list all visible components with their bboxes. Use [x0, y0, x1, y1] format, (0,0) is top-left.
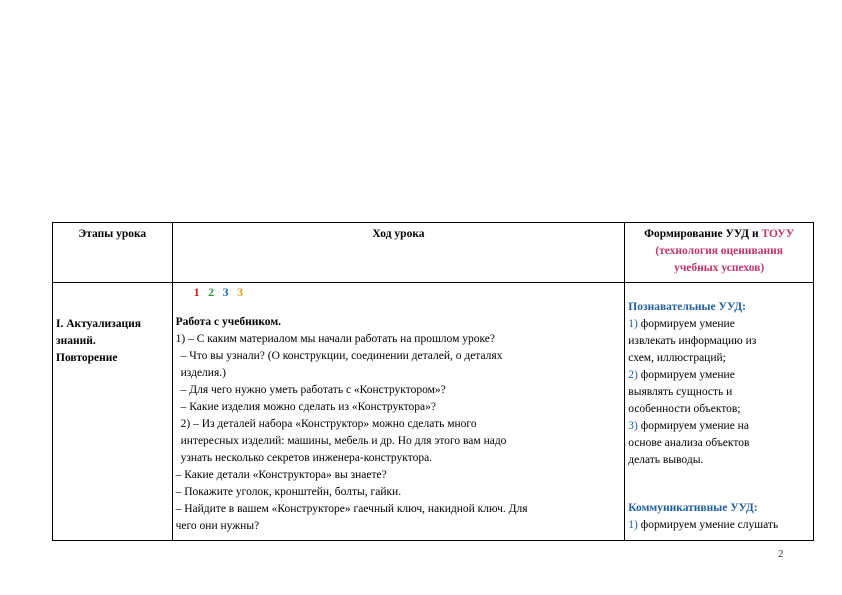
cognitive-item-3: 3) формируем умение на: [628, 420, 749, 432]
lesson-line: узнать несколько секретов инженера-конструктора.: [180, 452, 433, 464]
header-uud-line2: (технология оценивания: [655, 245, 783, 257]
lesson-line: интересных изделий: машины, мебель и др. Но для этого вам надо: [180, 435, 507, 447]
lesson-line: изделия.): [180, 367, 226, 379]
lesson-line: – Покажите уголок, кронштейн, болты, гайки.: [175, 486, 402, 498]
success-steps: [176, 284, 622, 301]
table-header-row: [53, 223, 814, 283]
lesson-line: – Найдите в вашем «Конструкторе» гаечный ключ, накидной ключ. Для: [175, 503, 528, 515]
lesson-line: – Для чего нужно уметь работать с «Конструктором»?: [180, 384, 446, 396]
step-2: 2: [208, 285, 215, 299]
cognitive-line: делать выводы.: [628, 454, 704, 466]
cognitive-line: основе анализа объектов: [628, 437, 750, 449]
header-uud: [625, 223, 814, 283]
lesson-title: Работа с учебником.: [175, 316, 282, 328]
cognitive-item-2: 2) формируем умение: [628, 369, 735, 381]
cognitive-line: схем, иллюстраций;: [628, 352, 726, 364]
step-3: 3: [222, 285, 230, 299]
cognitive-line: особенности объектов;: [628, 403, 741, 415]
cognitive-line: извлекать информацию из: [628, 335, 757, 347]
lesson-line: – Что вы узнали? (О конструкции, соединении деталей, о деталях: [180, 350, 503, 362]
header-course: [172, 223, 625, 283]
table-row: [53, 283, 814, 541]
header-course-label: Ход урока: [372, 228, 425, 240]
cognitive-item-1: 1) формируем умение: [628, 318, 735, 330]
touu-highlight: ТОУУ: [761, 228, 795, 240]
communicative-item-1: 1) формируем умение слушать: [628, 519, 779, 531]
header-uud-line1: Формирование УУД и ТОУУ: [644, 228, 795, 240]
header-stages: [53, 223, 173, 283]
stage-cell: [53, 283, 173, 541]
lesson-line: чего они нужны?: [175, 520, 260, 532]
header-uud-line3: учебных успехов): [674, 262, 765, 274]
lesson-cell: [172, 283, 625, 541]
step-1: 1: [193, 285, 201, 299]
header-stages-label: Этапы урока: [78, 228, 147, 240]
stage-title: I. Актуализация знаний. Повторение: [56, 318, 142, 364]
step-4: 3: [237, 285, 244, 299]
lesson-line: – Какие изделия можно сделать из «Конструктора»?: [180, 401, 437, 413]
page-number: 2: [778, 548, 784, 560]
lesson-line: 2) – Из деталей набора «Конструктор» можно сделать много: [180, 418, 477, 430]
lesson-plan-table: [52, 222, 814, 541]
cognitive-line: выявлять сущность и: [628, 386, 733, 398]
lesson-line: 1) – С каким материалом мы начали работать на прошлом уроке?: [175, 333, 495, 345]
lesson-line: – Какие детали «Конструктора» вы знаете?: [175, 469, 387, 481]
communicative-uud-title: Коммуникативные УУД:: [628, 502, 758, 514]
cognitive-uud-title: Познавательные УУД:: [628, 301, 746, 313]
uud-cell: [625, 283, 814, 541]
